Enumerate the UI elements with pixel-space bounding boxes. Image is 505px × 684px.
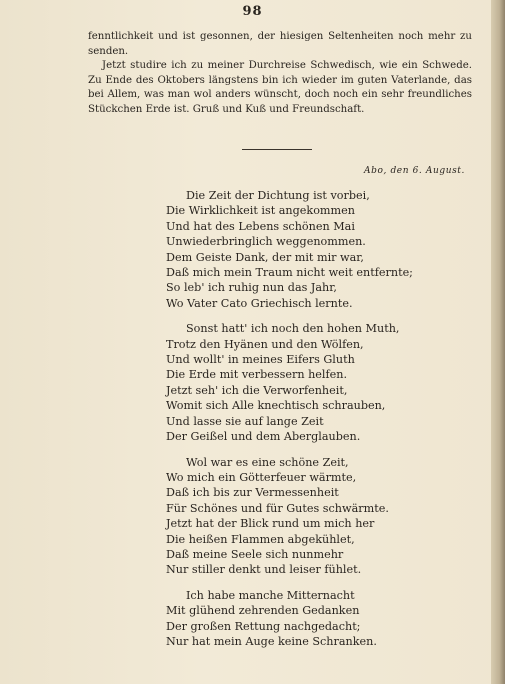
prose-paragraph: fenntlichkeit und ist gesonnen, der hiesigen Seltenheiten noch mehr zu senden. xyxy=(88,31,472,57)
poem-line: Jetzt seh' ich die Verworfenheit, xyxy=(166,383,348,397)
poem-line: Wol war es eine schöne Zeit, xyxy=(186,455,349,469)
poem-stanza xyxy=(166,588,456,650)
poem-line: Der großen Rettung nachgedacht; xyxy=(166,619,361,633)
poem-line: Daß meine Seele sich nunmehr xyxy=(166,547,344,561)
poem-line: So leb' ich ruhig nun das Jahr, xyxy=(166,281,337,295)
poem-line: Und hat des Lebens schönen Mai xyxy=(166,219,355,233)
poem-line: Wo mich ein Götterfeuer wärmte, xyxy=(166,470,357,484)
poem-line: Jetzt hat der Blick rund um mich her xyxy=(166,517,375,531)
poem-stanza xyxy=(166,455,456,578)
poem-line: Wo Vater Cato Griechisch lernte. xyxy=(166,296,353,310)
dateline: Abo, den 6. August. xyxy=(364,166,465,176)
poem-line: Dem Geiste Dank, der mit mir war, xyxy=(166,250,364,264)
poem-stanza xyxy=(166,188,456,311)
poem xyxy=(166,188,456,659)
poem-line: Daß mich mein Traum nicht weit entfernte; xyxy=(166,266,413,280)
poem-line: Daß ich bis zur Vermessenheit xyxy=(166,486,339,500)
poem-line: Die heißen Flammen abgekühlet, xyxy=(166,532,355,546)
poem-line: Nur hat mein Auge keine Schranken. xyxy=(166,634,377,648)
poem-line: Sonst hatt' ich noch den hohen Muth, xyxy=(186,322,400,336)
page-edge xyxy=(491,0,505,684)
poem-stanza xyxy=(166,321,456,444)
prose-paragraph: Jetzt studire ich zu meiner Durchreise Schwedisch, wie ein Schwede. Zu Ende des Oktobers längstens bin ich wieder im guten Vaterlande, das bei Allem, was man wol anders wünscht, doch noch ein sehr freundliches Stückchen Erde ist. Gruß und Kuß und Freundschaft. xyxy=(88,60,472,115)
poem-line: Der Geißel und dem Aberglauben. xyxy=(166,430,361,444)
page-number: 98 xyxy=(242,4,263,19)
poem-line: Und lasse sie auf lange Zeit xyxy=(166,414,324,428)
section-divider xyxy=(242,149,312,150)
poem-line: Unwiederbringlich weggenommen. xyxy=(166,235,366,249)
poem-line: Und wollt' in meines Eifers Gluth xyxy=(166,353,355,367)
poem-line: Trotz den Hyänen und den Wölfen, xyxy=(166,337,364,351)
poem-line: Nur stiller denkt und leiser fühlet. xyxy=(166,563,362,577)
poem-line: Die Erde mit verbessern helfen. xyxy=(166,368,348,382)
poem-line: Die Zeit der Dichtung ist vorbei, xyxy=(186,189,370,202)
prose-text xyxy=(88,30,472,118)
poem-line: Für Schönes und für Gutes schwärmte. xyxy=(166,501,389,515)
poem-line: Womit sich Alle knechtisch schrauben, xyxy=(166,399,386,413)
poem-line: Die Wirklichkeit ist angekommen xyxy=(166,204,355,218)
poem-line: Ich habe manche Mitternacht xyxy=(186,588,355,602)
poem-line: Mit glühend zehrenden Gedanken xyxy=(166,604,360,618)
